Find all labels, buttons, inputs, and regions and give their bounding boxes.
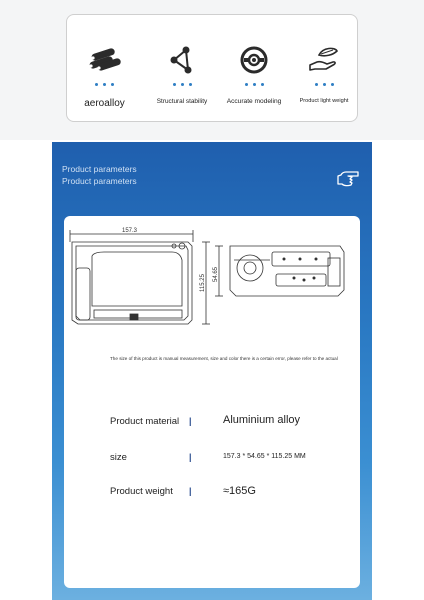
feature-dots: [67, 83, 142, 86]
feature-accurate-modeling: [219, 15, 289, 123]
metal-bars-icon: [85, 45, 125, 75]
feature-structural-stability: [147, 15, 217, 123]
depth-label: 54.65: [213, 266, 219, 282]
feature-dots: [219, 83, 289, 86]
width-label: 157.3: [122, 228, 138, 234]
spec-value-size: 157.3 * 54.65 * 115.25 MM: [223, 453, 306, 460]
params-title: Product parameters: [62, 164, 137, 174]
feature-aeroalloy: [67, 15, 142, 123]
pointing-hand-icon: [336, 168, 360, 188]
feature-label: Accurate modeling: [226, 98, 282, 105]
target-icon: [239, 45, 269, 75]
spec-key-material: Product material: [110, 416, 180, 427]
measurement-note: The size of this product is manual measurement, size and color there is a certain error, please refer to the actual: [110, 356, 338, 361]
height-label: 115.25: [200, 274, 206, 292]
dimension-drawing: [64, 216, 360, 356]
feature-dots: [147, 83, 217, 86]
feature-label: Product light weight: [299, 98, 349, 104]
spec-key-weight: Product weight: [110, 486, 173, 497]
spec-value-weight: ≈165G: [223, 485, 256, 497]
spec-separator: |: [189, 452, 192, 462]
feature-label: aeroalloy: [84, 98, 125, 109]
spec-separator: |: [189, 416, 192, 426]
feather-hand-icon: [307, 45, 341, 75]
params-subtitle: Product parameters: [62, 176, 137, 186]
spec-key-size: size: [110, 452, 127, 463]
feature-label: Structural stability: [156, 98, 208, 105]
feature-dots: [289, 83, 359, 86]
feature-light-weight: [289, 15, 359, 123]
triangle-nodes-icon: [168, 45, 196, 75]
feature-card: [66, 14, 358, 122]
spec-value-material: Aluminium alloy: [223, 414, 301, 426]
spec-separator: |: [189, 486, 192, 496]
